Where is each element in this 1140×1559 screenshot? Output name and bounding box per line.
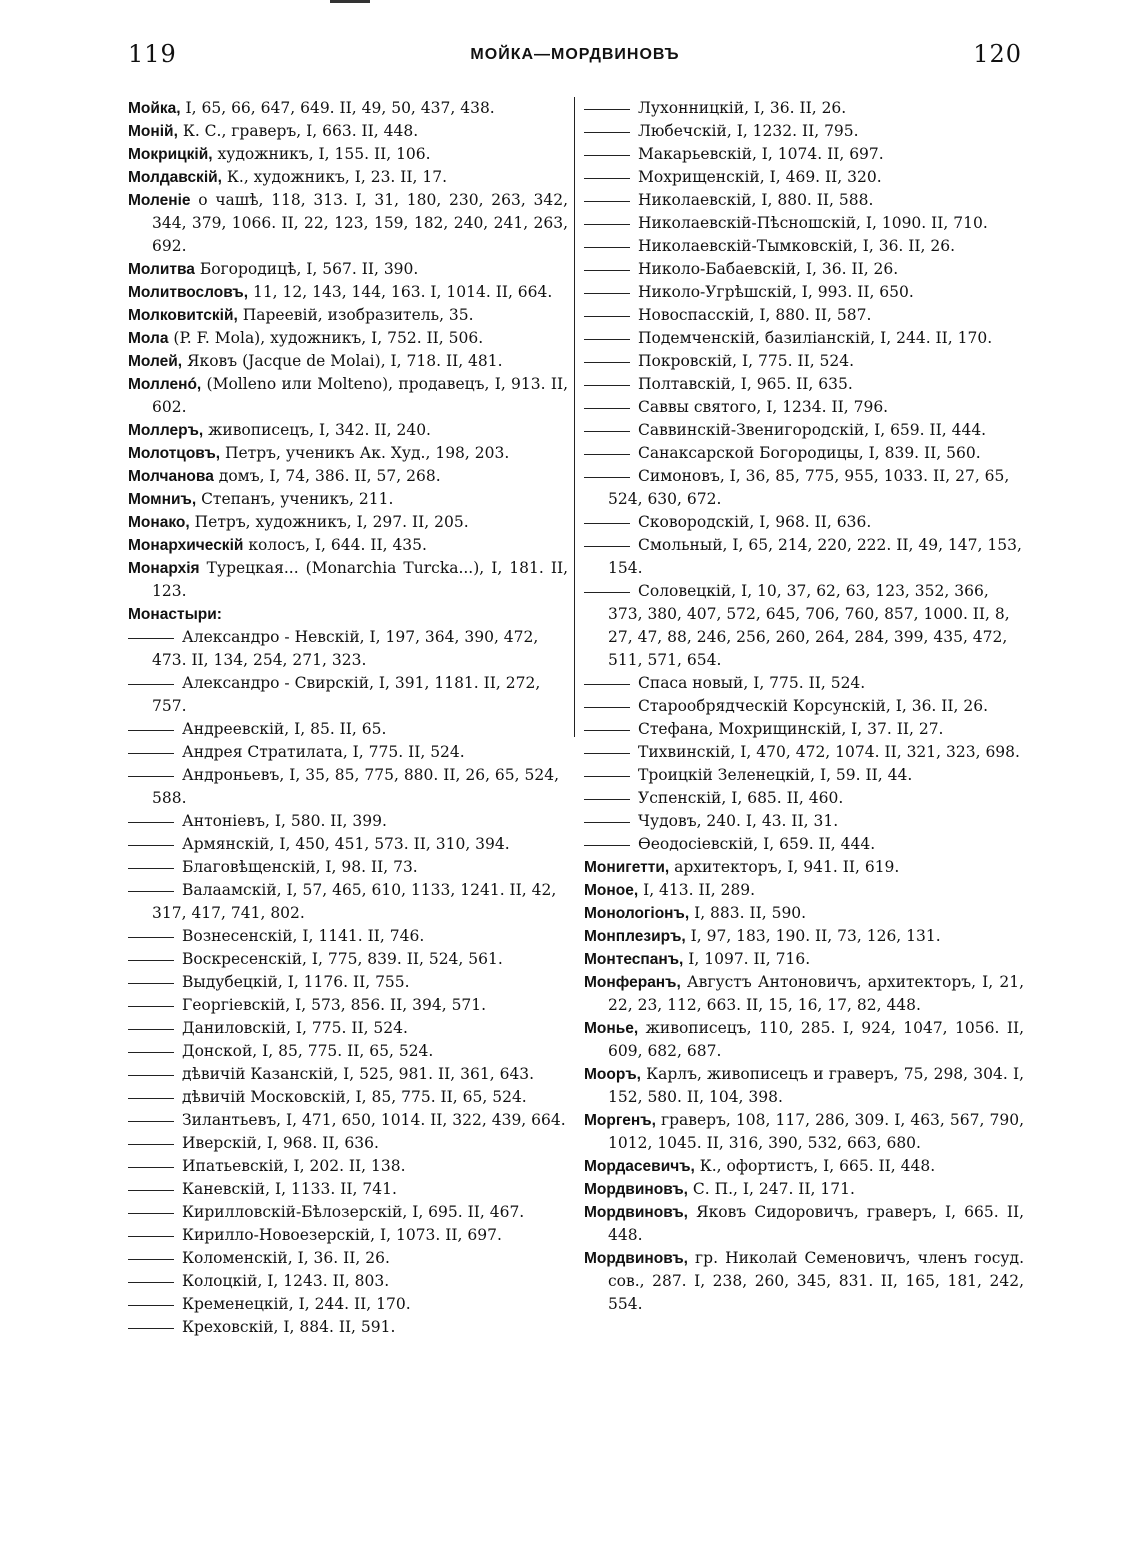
- index-entry: [584, 971, 1024, 1017]
- ditto-dash: [584, 523, 630, 524]
- subentry-text: Саввинскій-Звенигородскій, I, 659. II, 444.: [638, 421, 987, 439]
- monastery-subentry: [128, 948, 568, 971]
- subentry-text: Сковородскій, I, 968. II, 636.: [638, 513, 872, 531]
- entry-headword: Мордвиновъ,: [584, 1181, 688, 1198]
- entry-headword: Молленó,: [128, 376, 202, 393]
- entry-headword: Моное,: [584, 882, 639, 899]
- ditto-dash: [584, 178, 630, 179]
- subentry-text: Каневскій, I, 1133. II, 741.: [182, 1180, 397, 1198]
- ditto-dash: [584, 224, 630, 225]
- ditto-dash: [128, 1098, 174, 1099]
- subentry-text: Успенскій, I, 685. II, 460.: [638, 789, 844, 807]
- ditto-dash: [584, 339, 630, 340]
- ditto-dash: [584, 385, 630, 386]
- ditto-dash: [584, 753, 630, 754]
- subentry-text: Николаевскій-Пѣсношскій, I, 1090. II, 710.: [638, 214, 988, 232]
- ditto-dash: [128, 638, 174, 639]
- entry-headword: Монархическій: [128, 537, 244, 554]
- subentry-text: Воскресенскій, I, 775, 839. II, 524, 561.: [182, 950, 503, 968]
- ditto-dash: [128, 1121, 174, 1122]
- entry-references: I, 1097. II, 716.: [683, 950, 811, 968]
- subentry-text: Николаевскій-Тымковскій, I, 36. II, 26.: [638, 237, 956, 255]
- entry-references: живописецъ, 110, 285. I, 924, 1047, 1056. II, 609, 682, 687.: [608, 1019, 1024, 1060]
- monastery-subentry: [128, 833, 568, 856]
- index-entry: [128, 304, 568, 327]
- entry-headword: Молдавскій,: [128, 169, 222, 186]
- subentry-text: Мохрищенскій, I, 469. II, 320.: [638, 168, 882, 186]
- subentry-text: Даниловскій, I, 775. II, 524.: [182, 1019, 408, 1037]
- ditto-dash: [128, 1328, 174, 1329]
- entry-references: Пареевій, изобразитель, 35.: [237, 306, 474, 324]
- subentry-text: Полтавскій, I, 965. II, 635.: [638, 375, 853, 393]
- monastery-subentry: [584, 258, 1024, 281]
- monastery-subentry: [128, 1086, 568, 1109]
- entry-references: живописецъ, I, 342. II, 240.: [203, 421, 431, 439]
- monastery-subentry: [584, 396, 1024, 419]
- entry-headword: Монплезиръ,: [584, 928, 686, 945]
- index-entry: [584, 1201, 1024, 1247]
- entry-references: (P. F. Mola), художникъ, I, 752. II, 506.: [168, 329, 484, 347]
- ditto-dash: [584, 316, 630, 317]
- monastery-subentry: [128, 879, 568, 925]
- subentry-text: Старообрядческій Корсунскій, I, 36. II, 26.: [638, 697, 989, 715]
- monastery-subentry: [584, 787, 1024, 810]
- subentry-text: Чудовъ, 240. I, 43. II, 31.: [638, 812, 839, 830]
- ditto-dash: [584, 201, 630, 202]
- subentry-text: Иверскій, I, 968. II, 636.: [182, 1134, 379, 1152]
- subentry-text: Андреевскій, I, 85. II, 65.: [182, 720, 387, 738]
- monastery-subentry: [584, 419, 1024, 442]
- index-entry: [128, 189, 568, 258]
- monastery-subentry: [584, 764, 1024, 787]
- index-entry: [584, 948, 1024, 971]
- subentry-text: Николо-Угрѣшскій, I, 993. II, 650.: [638, 283, 914, 301]
- monastery-subentry: [128, 718, 568, 741]
- entry-references: о чашѣ, 118, 313. I, 31, 180, 230, 263, 342, 344, 379, 1066. II, 22, 123, 159, 182, 240, 241, 263, 692.: [152, 191, 568, 255]
- monastery-subentry: [584, 833, 1024, 856]
- monastery-subentry: [584, 143, 1024, 166]
- scan-blot: [330, 0, 370, 3]
- index-entry: [128, 511, 568, 534]
- entry-headword: Моллеръ,: [128, 422, 204, 439]
- subentry-text: Георгіевскій, I, 573, 856. II, 394, 571.: [182, 996, 487, 1014]
- index-entry: [128, 465, 568, 488]
- entry-references: С. П., I, 247. II, 171.: [687, 1180, 855, 1198]
- ditto-dash: [584, 707, 630, 708]
- index-entry: [584, 1017, 1024, 1063]
- index-entry: [128, 488, 568, 511]
- monastery-subentry: [584, 672, 1024, 695]
- entry-references: Петръ, ученикъ Ак. Худ., 198, 203.: [220, 444, 510, 462]
- ditto-dash: [128, 983, 174, 984]
- subentry-text: дѣвичій Казанскій, I, 525, 981. II, 361, 643.: [182, 1065, 535, 1083]
- ditto-dash: [128, 891, 174, 892]
- ditto-dash: [128, 753, 174, 754]
- monastery-subentry: [128, 1224, 568, 1247]
- entry-references: Яковъ (Jacque de Molai), I, 718. II, 481.: [182, 352, 503, 370]
- ditto-dash: [128, 868, 174, 869]
- index-entry: [128, 97, 568, 120]
- subentry-text: Валаамскій, I, 57, 465, 610, 1133, 1241. II, 42, 317, 417, 741, 802.: [152, 881, 557, 922]
- ditto-dash: [128, 1190, 174, 1191]
- entry-headword: Моленіе: [128, 192, 191, 209]
- index-entry: [584, 925, 1024, 948]
- entry-headword: Монигетти,: [584, 859, 670, 876]
- subentry-text: Спаса новый, I, 775. II, 524.: [638, 674, 866, 692]
- entry-headword: Монологіонъ,: [584, 905, 690, 922]
- ditto-dash: [584, 546, 630, 547]
- subentry-text: Симоновъ, I, 36, 85, 775, 955, 1033. II, 27, 65, 524, 630, 672.: [608, 467, 1010, 508]
- index-entry: [584, 1178, 1024, 1201]
- entry-references: К. С., граверъ, I, 663. II, 448.: [177, 122, 419, 140]
- entry-headword: Монферанъ,: [584, 974, 681, 991]
- left-page-number: 119: [128, 40, 177, 68]
- ditto-dash: [584, 431, 630, 432]
- entry-references: I, 413. II, 289.: [638, 881, 756, 899]
- index-entry: [128, 143, 568, 166]
- subentry-text: Зилантьевъ, I, 471, 650, 1014. II, 322, 439, 664.: [182, 1111, 566, 1129]
- ditto-dash: [584, 477, 630, 478]
- subentry-text: Саввы святого, I, 1234. II, 796.: [638, 398, 889, 416]
- monastery-subentry: [584, 718, 1024, 741]
- entry-headword: Моргенъ,: [584, 1112, 656, 1129]
- entry-references: Турецкая... (Monarchia Turcka...), I, 181. II, 123.: [152, 559, 568, 600]
- entry-headword: Монастыри:: [128, 606, 222, 623]
- entry-references: I, 65, 66, 647, 649. II, 49, 50, 437, 438.: [180, 99, 495, 117]
- monastery-subentry: [128, 1178, 568, 1201]
- ditto-dash: [128, 1029, 174, 1030]
- entry-headword: Моній,: [128, 123, 178, 140]
- index-entry: [128, 166, 568, 189]
- monastery-subentry: [128, 1316, 568, 1339]
- ditto-dash: [584, 684, 630, 685]
- subentry-text: Новоспасскій, I, 880. II, 587.: [638, 306, 872, 324]
- entry-references: 11, 12, 143, 144, 163. I, 1014. II, 664.: [248, 283, 553, 301]
- ditto-dash: [128, 1282, 174, 1283]
- subentry-text: Санаксарской Богородицы, I, 839. II, 560.: [638, 444, 981, 462]
- ditto-dash: [128, 730, 174, 731]
- entry-references: Богородицѣ, I, 567. II, 390.: [194, 260, 419, 278]
- index-entry: [128, 373, 568, 419]
- index-entry: [584, 1063, 1024, 1109]
- monastery-subentry: [584, 810, 1024, 833]
- monastery-subentry: [128, 1155, 568, 1178]
- entry-headword: Мола: [128, 330, 169, 347]
- index-entry: [128, 120, 568, 143]
- subentry-text: Стефана, Мохрищинскій, I, 37. II, 27.: [638, 720, 944, 738]
- index-entry: [584, 1247, 1024, 1316]
- entry-headword: Мордвиновъ,: [584, 1204, 688, 1221]
- subentry-text: Тихвинскій, I, 470, 472, 1074. II, 321, 323, 698.: [638, 743, 1020, 761]
- monastery-subentry: [128, 925, 568, 948]
- subentry-text: Ѳеодосіевскій, I, 659. II, 444.: [638, 835, 876, 853]
- ditto-dash: [128, 1236, 174, 1237]
- entry-references: К., офортистъ, I, 665. II, 448.: [694, 1157, 936, 1175]
- monastery-subentry: [584, 350, 1024, 373]
- subentry-text: Кременецкій, I, 244. II, 170.: [182, 1295, 411, 1313]
- entry-references: Яковъ Сидоровичъ, граверъ, I, 665. II, 448.: [608, 1203, 1024, 1244]
- entry-headword: Молей,: [128, 353, 183, 370]
- subentry-text: Смольный, I, 65, 214, 220, 222. II, 49, 147, 153, 154.: [608, 536, 1022, 577]
- monastery-subentry: [128, 1017, 568, 1040]
- monastery-subentry: [584, 534, 1024, 580]
- monastery-subentry: [584, 511, 1024, 534]
- monastery-subentry: [128, 1063, 568, 1086]
- subentry-text: Соловецкій, I, 10, 37, 62, 63, 123, 352, 366, 373, 380, 407, 572, 645, 706, 760, 857, 1000. II, 8, 27, 47, 88, 246, 256, 260, 264, 284, 399, 435, 472, 511, 571, 654.: [608, 582, 1010, 669]
- index-entry: [128, 603, 568, 626]
- subentry-text: Подемченскій, базиліанскій, I, 244. II, 170.: [638, 329, 993, 347]
- subentry-text: Благовѣщенскій, I, 98. II, 73.: [182, 858, 418, 876]
- ditto-dash: [584, 293, 630, 294]
- entry-references: колосъ, I, 644. II, 435.: [243, 536, 427, 554]
- ditto-dash: [584, 155, 630, 156]
- ditto-dash: [584, 845, 630, 846]
- subentry-text: Ипатьевскій, I, 202. II, 138.: [182, 1157, 406, 1175]
- entry-headword: Молитвословъ,: [128, 284, 249, 301]
- monastery-subentry: [128, 626, 568, 672]
- ditto-dash: [584, 730, 630, 731]
- monastery-subentry: [584, 281, 1024, 304]
- subentry-text: Кирилловскій-Бѣлозерскій, I, 695. II, 467.: [182, 1203, 525, 1221]
- ditto-dash: [128, 1259, 174, 1260]
- running-title: МОЙКА—МОРДВИНОВЪ: [470, 46, 680, 63]
- ditto-dash: [584, 454, 630, 455]
- monastery-subentry: [584, 741, 1024, 764]
- monastery-subentry: [128, 1293, 568, 1316]
- entry-references: граверъ, 108, 117, 286, 309. I, 463, 567, 790, 1012, 1045. II, 316, 390, 532, 663, 680.: [608, 1111, 1024, 1152]
- monastery-subentry: [128, 810, 568, 833]
- entry-references: (Molleno или Molteno), продавецъ, I, 913. II, 602.: [152, 375, 568, 416]
- subentry-text: Кирилло-Новоезерскій, I, 1073. II, 697.: [182, 1226, 502, 1244]
- subentry-text: Донской, I, 85, 775. II, 65, 524.: [182, 1042, 434, 1060]
- monastery-subentry: [584, 442, 1024, 465]
- ditto-dash: [128, 1167, 174, 1168]
- ditto-dash: [584, 799, 630, 800]
- monastery-subentry: [584, 695, 1024, 718]
- monastery-subentry: [128, 1109, 568, 1132]
- index-entry: [128, 327, 568, 350]
- ditto-dash: [128, 960, 174, 961]
- monastery-subentry: [584, 465, 1024, 511]
- monastery-subentry: [128, 1247, 568, 1270]
- index-entry: [584, 1155, 1024, 1178]
- monastery-subentry: [584, 373, 1024, 396]
- ditto-dash: [128, 776, 174, 777]
- subentry-text: дѣвичій Московскій, I, 85, 775. II, 65, 524.: [182, 1088, 527, 1106]
- ditto-dash: [128, 937, 174, 938]
- monastery-subentry: [128, 856, 568, 879]
- entry-headword: Молковитскій,: [128, 307, 238, 324]
- subentry-text: Покровскій, I, 775. II, 524.: [638, 352, 855, 370]
- entry-references: домъ, I, 74, 386. II, 57, 268.: [213, 467, 441, 485]
- ditto-dash: [128, 1052, 174, 1053]
- entry-headword: Монархія: [128, 560, 200, 577]
- ditto-dash: [128, 1213, 174, 1214]
- monastery-subentry: [584, 120, 1024, 143]
- left-column: [128, 97, 568, 1339]
- index-entry: [128, 419, 568, 442]
- monastery-subentry: [128, 1132, 568, 1155]
- subentry-text: Макарьевскій, I, 1074. II, 697.: [638, 145, 884, 163]
- subentry-text: Креховскій, I, 884. II, 591.: [182, 1318, 396, 1336]
- monastery-subentry: [584, 166, 1024, 189]
- index-entry: [584, 879, 1024, 902]
- right-page-number: 120: [973, 40, 1022, 68]
- ditto-dash: [584, 109, 630, 110]
- ditto-dash: [584, 132, 630, 133]
- entry-headword: Мокрицкій,: [128, 146, 213, 163]
- index-entry: [584, 902, 1024, 925]
- entry-headword: Мооръ,: [584, 1066, 641, 1083]
- entry-headword: Монтеспанъ,: [584, 951, 684, 968]
- ditto-dash: [584, 270, 630, 271]
- subentry-text: Антоніевъ, I, 580. II, 399.: [182, 812, 387, 830]
- subentry-text: Любечскій, I, 1232. II, 795.: [638, 122, 859, 140]
- ditto-dash: [128, 1075, 174, 1076]
- ditto-dash: [128, 684, 174, 685]
- subentry-text: Троицкій Зеленецкій, I, 59. II, 44.: [638, 766, 913, 784]
- entry-references: I, 883. II, 590.: [689, 904, 807, 922]
- monastery-subentry: [584, 97, 1024, 120]
- index-entry: [128, 557, 568, 603]
- subentry-text: Андрея Стратилата, I, 775. II, 524.: [182, 743, 465, 761]
- subentry-text: Лухонницкій, I, 36. II, 26.: [638, 99, 847, 117]
- subentry-text: Александро - Невскій, I, 197, 364, 390, 472, 473. II, 134, 254, 271, 323.: [152, 628, 539, 669]
- entry-references: Петръ, художникъ, I, 297. II, 205.: [189, 513, 469, 531]
- monastery-subentry: [128, 1201, 568, 1224]
- ditto-dash: [584, 592, 630, 593]
- entry-headword: Молчанова: [128, 468, 214, 485]
- ditto-dash: [584, 408, 630, 409]
- monastery-subentry: [584, 189, 1024, 212]
- monastery-subentry: [584, 212, 1024, 235]
- monastery-subentry: [128, 971, 568, 994]
- entry-references: Карлъ, живописецъ и граверъ, 75, 298, 304. I, 152, 580. II, 104, 398.: [608, 1065, 1024, 1106]
- monastery-subentry: [128, 1270, 568, 1293]
- right-column: [584, 97, 1024, 1316]
- entry-headword: Молитва: [128, 261, 195, 278]
- monastery-subentry: [584, 304, 1024, 327]
- ditto-dash: [128, 1305, 174, 1306]
- subentry-text: Вознесенскій, I, 1141. II, 746.: [182, 927, 425, 945]
- index-entry: [128, 258, 568, 281]
- entry-references: Августъ Антоновичъ, архитекторъ, I, 21, 22, 23, 112, 663. II, 15, 16, 17, 82, 448.: [608, 973, 1024, 1014]
- monastery-subentry: [128, 741, 568, 764]
- subentry-text: Армянскій, I, 450, 451, 573. II, 310, 394.: [182, 835, 510, 853]
- entry-headword: Мордасевичъ,: [584, 1158, 695, 1175]
- column-rule: [574, 97, 575, 737]
- index-entry: [128, 350, 568, 373]
- entry-references: К., художникъ, I, 23. II, 17.: [221, 168, 448, 186]
- ditto-dash: [128, 1006, 174, 1007]
- subentry-text: Коломенскій, I, 36. II, 26.: [182, 1249, 390, 1267]
- entry-headword: Мордвиновъ,: [584, 1250, 688, 1267]
- monastery-subentry: [128, 672, 568, 718]
- ditto-dash: [584, 822, 630, 823]
- monastery-subentry: [584, 235, 1024, 258]
- subentry-text: Николо-Бабаевскій, I, 36. II, 26.: [638, 260, 899, 278]
- subentry-text: Николаевскій, I, 880. II, 588.: [638, 191, 874, 209]
- subentry-text: Александро - Свирскій, I, 391, 1181. II, 272, 757.: [152, 674, 541, 715]
- monastery-subentry: [584, 327, 1024, 350]
- monastery-subentry: [128, 994, 568, 1017]
- entry-headword: Молотцовъ,: [128, 445, 221, 462]
- index-entry: [128, 281, 568, 304]
- entry-headword: Монако,: [128, 514, 190, 531]
- monastery-subentry: [128, 1040, 568, 1063]
- entry-references: художникъ, I, 155. II, 106.: [212, 145, 431, 163]
- ditto-dash: [584, 362, 630, 363]
- subentry-text: Колоцкій, I, 1243. II, 803.: [182, 1272, 390, 1290]
- subentry-text: Андроньевъ, I, 35, 85, 775, 880. II, 26, 65, 524, 588.: [152, 766, 560, 807]
- page-header: [128, 40, 1022, 80]
- entry-headword: Мойка,: [128, 100, 181, 117]
- index-entry: [128, 534, 568, 557]
- entry-references: I, 97, 183, 190. II, 73, 126, 131.: [685, 927, 941, 945]
- index-entry: [128, 442, 568, 465]
- entry-headword: Момниъ,: [128, 491, 197, 508]
- ditto-dash: [128, 1144, 174, 1145]
- monastery-subentry: [584, 580, 1024, 672]
- entry-references: гр. Николай Семеновичъ, членъ госуд. сов., 287. I, 238, 260, 345, 831. II, 165, 181, 242, 554.: [608, 1249, 1024, 1313]
- subentry-text: Выдубецкій, I, 1176. II, 755.: [182, 973, 410, 991]
- entry-headword: Монье,: [584, 1020, 639, 1037]
- entry-references: архитекторъ, I, 941. II, 619.: [669, 858, 900, 876]
- monastery-subentry: [128, 764, 568, 810]
- ditto-dash: [584, 247, 630, 248]
- index-entry: [584, 1109, 1024, 1155]
- ditto-dash: [128, 845, 174, 846]
- index-entry: [584, 856, 1024, 879]
- ditto-dash: [128, 822, 174, 823]
- entry-references: Степанъ, ученикъ, 211.: [196, 490, 394, 508]
- ditto-dash: [584, 776, 630, 777]
